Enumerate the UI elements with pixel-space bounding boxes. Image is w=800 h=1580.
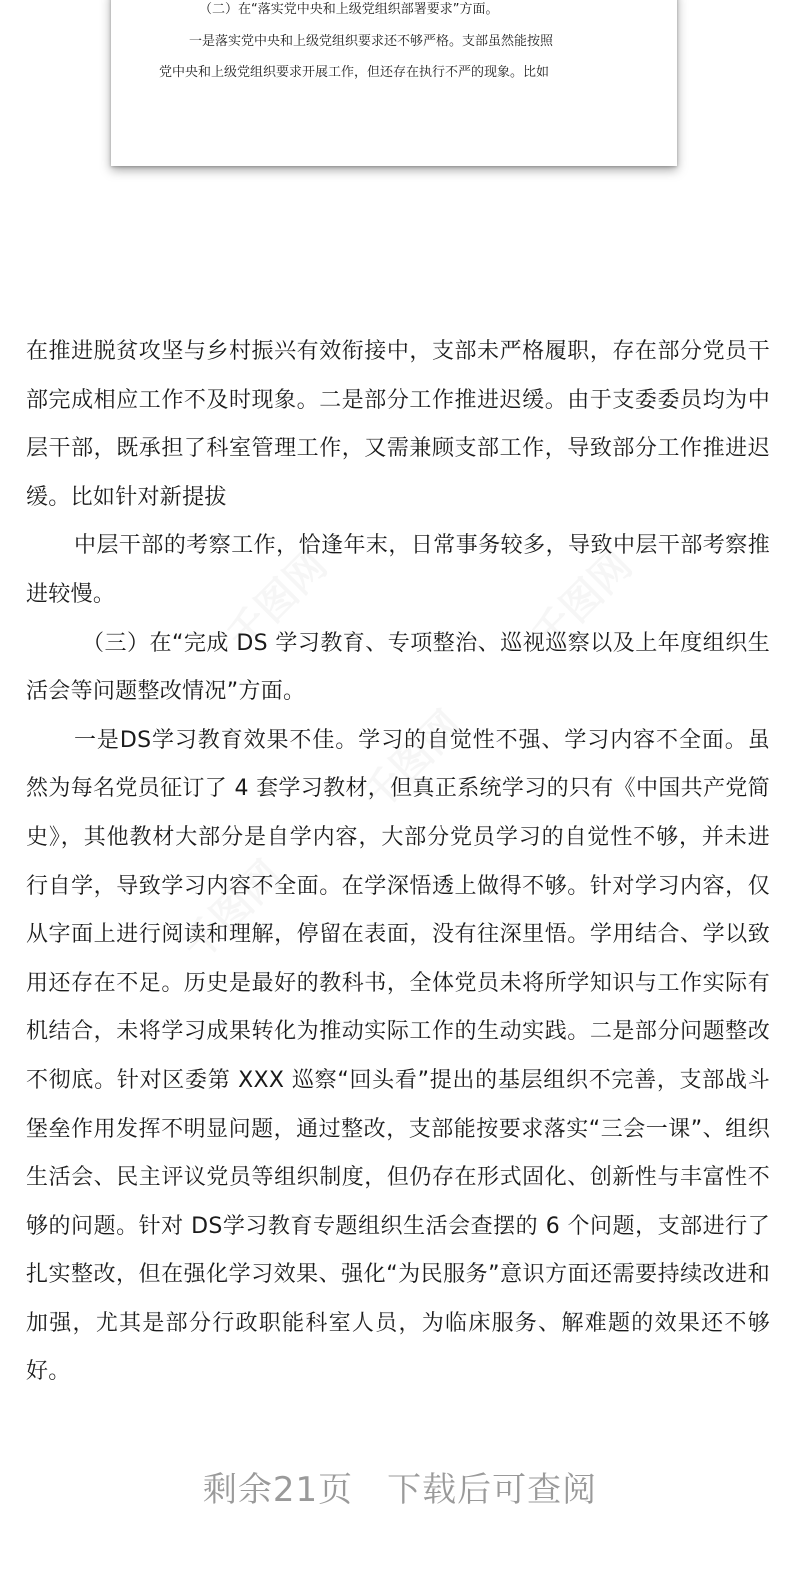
watermark-logo: 千图网 <box>353 702 472 820</box>
document-paragraph: 在推进脱贫攻坚与乡村振兴有效衔接中，支部未严格履职，存在部分党员干部完成相应工作不及时现象。二是部分工作推进迟缓。由于支委委员均为中层干部，既承担了科室管理工作，又需兼顾支部工作，导致部分工作推进迟缓。比如针对新提拔 <box>26 339 770 510</box>
download-to-view-label: 下载后可查阅 <box>387 1470 598 1510</box>
watermark-logo: 千图网 <box>218 542 337 660</box>
section-heading: （三）在“完成 DS 学习教育、专项整治、巡视巡察以及上年度组织生活会等问题整改情况”方面。 <box>26 630 770 705</box>
watermark-logo: 千图网 <box>173 852 292 970</box>
preview-text-line: 党中央和上级党组织要求开展工作，但还存在执行不严的现象。比如 <box>159 65 550 80</box>
document-body <box>26 328 770 1397</box>
remaining-pages-label: 剩余21页 <box>202 1470 354 1510</box>
watermark-logo: 千图网 <box>523 542 642 660</box>
page-preview-card <box>111 0 677 166</box>
preview-heading: （二）在“落实党中央和上级党组织部署要求”方面。 <box>199 2 499 17</box>
remaining-pages-notice[interactable] <box>0 1468 800 1512</box>
preview-text-line: 一是落实党中央和上级党组织要求还不够严格。支部虽然能按照 <box>189 34 554 49</box>
document-paragraph: 一是DS学习教育效果不佳。学习的自觉性不强、学习内容不全面。虽然为每名党员征订了 4 套学习教材，但真正系统学习的只有《中国共产党简史》，其他教材大部分是自学内容，大部分党员学习的自觉性不够，并未进行自学，导致学习内容不全面。在学深悟透上做得不够。针对学习内容，仅从字面上进行阅读和理解，停留在表面，没有往深里悟。学用结合、学以致用还存在不足。历史是最好的教科书，全体党员未将所学知识与工作实际有机结合，未将学习成果转化为推动实际工作的生动实践。二是部分问题整改不彻底。针对区委第 XXX 巡察“回头看”提出的基层组织不完善，支部战斗堡垒作用发挥不明显问题，通过整改，支部能按要求落实“三会一课”、组织生活会、民主评议党员等组织制度，但仍存在形式固化、创新性与丰富性不够的问题。针对 DS学习教育专题组织生活会查摆的 6 个问题，支部进行了扎实整改，但在强化学习效果、强化“为民服务”意识方面还需要持续改进和加强，尤其是部分行政职能科室人员，为临床服务、解难题的效果还不够好。 <box>26 727 770 1385</box>
document-paragraph: 中层干部的考察工作，恰逢年末，日常事务较多，导致中层干部考察推进较慢。 <box>26 533 770 607</box>
